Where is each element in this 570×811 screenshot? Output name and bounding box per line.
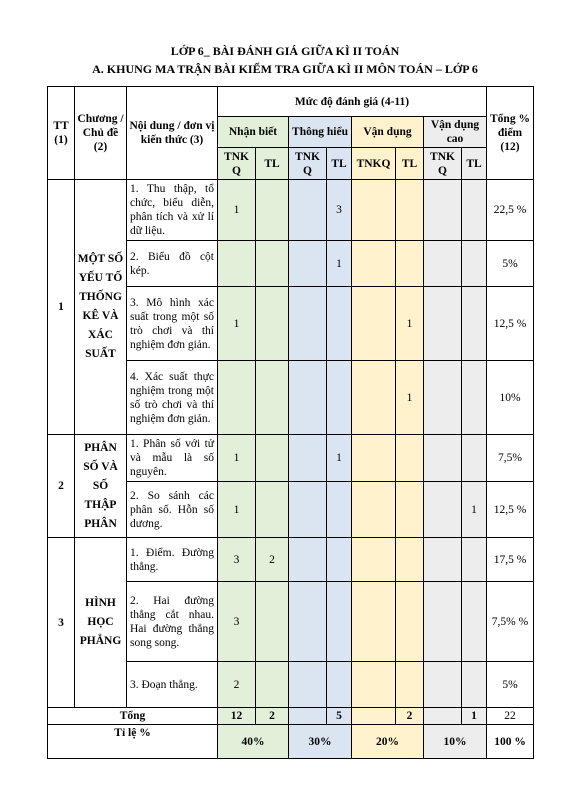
value-cell bbox=[256, 582, 289, 662]
total-value bbox=[352, 708, 396, 725]
value-cell bbox=[424, 482, 462, 538]
value-cell bbox=[289, 180, 327, 241]
value-cell bbox=[352, 662, 396, 708]
value-cell bbox=[352, 287, 396, 361]
content-cell: 1. Điểm. Đường thẳng. bbox=[127, 538, 218, 582]
header-row-1 bbox=[48, 87, 534, 117]
total-cell: 22,5 % bbox=[487, 180, 534, 241]
ratio-label: Tỉ lệ % bbox=[48, 725, 218, 759]
value-cell bbox=[289, 482, 327, 538]
header-tnkq: TNKQ bbox=[352, 148, 396, 180]
value-cell bbox=[352, 582, 396, 662]
value-cell bbox=[256, 662, 289, 708]
grand-total: 22 bbox=[487, 708, 534, 725]
value-cell bbox=[289, 361, 327, 435]
header-tong: Tổng % điểm (12) bbox=[487, 87, 534, 180]
total-value: 2 bbox=[396, 708, 424, 725]
value-cell: 2 bbox=[218, 662, 256, 708]
value-cell bbox=[352, 435, 396, 482]
header-tnkq: TNK Q bbox=[424, 148, 462, 180]
chapter-tt: 2 bbox=[48, 435, 75, 538]
value-cell: 3 bbox=[327, 180, 352, 241]
value-cell bbox=[462, 662, 487, 708]
value-cell bbox=[256, 180, 289, 241]
header-noidung: Nội dung / đơn vị kiến thức (3) bbox=[127, 87, 218, 180]
title-block bbox=[0, 42, 570, 78]
header-tl: TL bbox=[462, 148, 487, 180]
table-row bbox=[48, 538, 534, 582]
content-cell: 2. So sánh các phân số. Hỗn số dương. bbox=[127, 482, 218, 538]
value-cell bbox=[289, 662, 327, 708]
header-nhanbiet: Nhận biết bbox=[218, 117, 289, 148]
title-line-2: A. KHUNG MA TRẬN BÀI KIỂM TRA GIỮA KÌ II MÔN TOÁN – LỚP 6 bbox=[92, 62, 478, 76]
value-cell bbox=[327, 538, 352, 582]
total-cell: 5% bbox=[487, 241, 534, 287]
value-cell bbox=[396, 180, 424, 241]
header-chuong: Chương / Chủ đề (2) bbox=[75, 87, 127, 180]
value-cell bbox=[396, 435, 424, 482]
chapter-name: PHÂN SỐ VÀ SỐ THẬP PHÂN bbox=[75, 435, 127, 538]
value-cell bbox=[424, 435, 462, 482]
totals-label: Tổng bbox=[48, 708, 218, 725]
total-cell: 7,5% % bbox=[487, 582, 534, 662]
header-mucdo: Mức độ đánh giá (4-11) bbox=[218, 87, 487, 117]
total-value: 5 bbox=[327, 708, 352, 725]
value-cell bbox=[352, 361, 396, 435]
value-cell bbox=[289, 582, 327, 662]
total-value: 2 bbox=[256, 708, 289, 725]
value-cell: 1 bbox=[396, 361, 424, 435]
content-cell: 3. Mô hình xác suất trong một số trò chơi và thí nghiệm đơn giản. bbox=[127, 287, 218, 361]
value-cell bbox=[327, 582, 352, 662]
value-cell: 2 bbox=[256, 538, 289, 582]
value-cell bbox=[462, 538, 487, 582]
value-cell bbox=[462, 582, 487, 662]
total-cell: 12,5 % bbox=[487, 287, 534, 361]
value-cell bbox=[256, 482, 289, 538]
content-cell: 3. Đoạn thẳng. bbox=[127, 662, 218, 708]
ratio-row bbox=[48, 725, 534, 759]
value-cell bbox=[289, 287, 327, 361]
header-tl: TL bbox=[327, 148, 352, 180]
value-cell bbox=[352, 180, 396, 241]
value-cell bbox=[256, 435, 289, 482]
totals-row bbox=[48, 708, 534, 725]
total-value bbox=[289, 708, 327, 725]
ratio-vandung: 20% bbox=[352, 725, 424, 759]
value-cell bbox=[218, 361, 256, 435]
value-cell bbox=[352, 241, 396, 287]
content-cell: 1. Thu thập, tổ chức, biểu diễn, phân tích và xử lí dữ liệu. bbox=[127, 180, 218, 241]
chapter-name: MỘT SỐ YẾU TỐ THỐNG KÊ VÀ XÁC SUẤT bbox=[75, 180, 127, 435]
value-cell: 1 bbox=[218, 482, 256, 538]
value-cell bbox=[424, 287, 462, 361]
chapter-tt: 3 bbox=[48, 538, 75, 708]
value-cell bbox=[289, 435, 327, 482]
content-cell: 4. Xác suất thực nghiệm trong một số trò chơi và thí nghiệm đơn giản. bbox=[127, 361, 218, 435]
header-tl: TL bbox=[256, 148, 289, 180]
total-cell: 17,5 % bbox=[487, 538, 534, 582]
value-cell: 3 bbox=[218, 538, 256, 582]
value-cell bbox=[327, 662, 352, 708]
value-cell: 1 bbox=[327, 241, 352, 287]
content-cell: 2. Hai đường thẳng cắt nhau. Hai đường thẳng song song. bbox=[127, 582, 218, 662]
title-line-1: LỚP 6_ BÀI ĐÁNH GIÁ GIỮA KÌ II TOÁN bbox=[170, 44, 400, 58]
value-cell bbox=[424, 662, 462, 708]
total-cell: 10% bbox=[487, 361, 534, 435]
ratio-nhanbiet: 40% bbox=[218, 725, 289, 759]
value-cell: 1 bbox=[396, 287, 424, 361]
value-cell: 1 bbox=[218, 435, 256, 482]
header-tnkq: TNK Q bbox=[289, 148, 327, 180]
value-cell bbox=[327, 482, 352, 538]
total-value bbox=[424, 708, 462, 725]
total-cell: 5% bbox=[487, 662, 534, 708]
value-cell bbox=[462, 361, 487, 435]
value-cell bbox=[396, 582, 424, 662]
value-cell bbox=[327, 287, 352, 361]
value-cell bbox=[424, 180, 462, 241]
header-vandungcao: Vận dụng cao bbox=[424, 117, 487, 148]
value-cell bbox=[462, 241, 487, 287]
value-cell bbox=[424, 538, 462, 582]
ratio-total: 100 % bbox=[487, 725, 534, 759]
header-thonghieu: Thông hiểu bbox=[289, 117, 352, 148]
ratio-thonghieu: 30% bbox=[289, 725, 352, 759]
value-cell: 1 bbox=[218, 180, 256, 241]
chapter-name: HÌNH HỌC PHẲNG bbox=[75, 538, 127, 708]
value-cell bbox=[462, 180, 487, 241]
total-cell: 12,5 % bbox=[487, 482, 534, 538]
value-cell bbox=[424, 361, 462, 435]
value-cell bbox=[289, 538, 327, 582]
value-cell: 1 bbox=[218, 287, 256, 361]
value-cell bbox=[396, 482, 424, 538]
value-cell bbox=[424, 582, 462, 662]
content-cell: 2. Biểu đồ cột kép. bbox=[127, 241, 218, 287]
value-cell: 3 bbox=[218, 582, 256, 662]
value-cell bbox=[218, 241, 256, 287]
matrix-table bbox=[47, 86, 534, 759]
value-cell bbox=[289, 241, 327, 287]
value-cell bbox=[396, 241, 424, 287]
total-cell: 7,5% bbox=[487, 435, 534, 482]
content-cell: 1. Phân số với tử và mẫu là số nguyên. bbox=[127, 435, 218, 482]
table-row bbox=[48, 180, 534, 241]
header-vandung: Vận dụng bbox=[352, 117, 424, 148]
total-value: 12 bbox=[218, 708, 256, 725]
value-cell bbox=[327, 361, 352, 435]
value-cell bbox=[462, 435, 487, 482]
value-cell bbox=[256, 361, 289, 435]
value-cell bbox=[396, 538, 424, 582]
value-cell bbox=[352, 482, 396, 538]
header-tnkq: TNK Q bbox=[218, 148, 256, 180]
value-cell bbox=[256, 241, 289, 287]
ratio-vandungcao: 10% bbox=[424, 725, 487, 759]
value-cell bbox=[256, 287, 289, 361]
value-cell bbox=[424, 241, 462, 287]
total-value: 1 bbox=[462, 708, 487, 725]
chapter-tt: 1 bbox=[48, 180, 75, 435]
value-cell bbox=[352, 538, 396, 582]
table-row bbox=[48, 435, 534, 482]
value-cell bbox=[396, 662, 424, 708]
value-cell: 1 bbox=[327, 435, 352, 482]
value-cell bbox=[462, 287, 487, 361]
header-tl: TL bbox=[396, 148, 424, 180]
value-cell: 1 bbox=[462, 482, 487, 538]
header-tt: TT (1) bbox=[48, 87, 75, 180]
